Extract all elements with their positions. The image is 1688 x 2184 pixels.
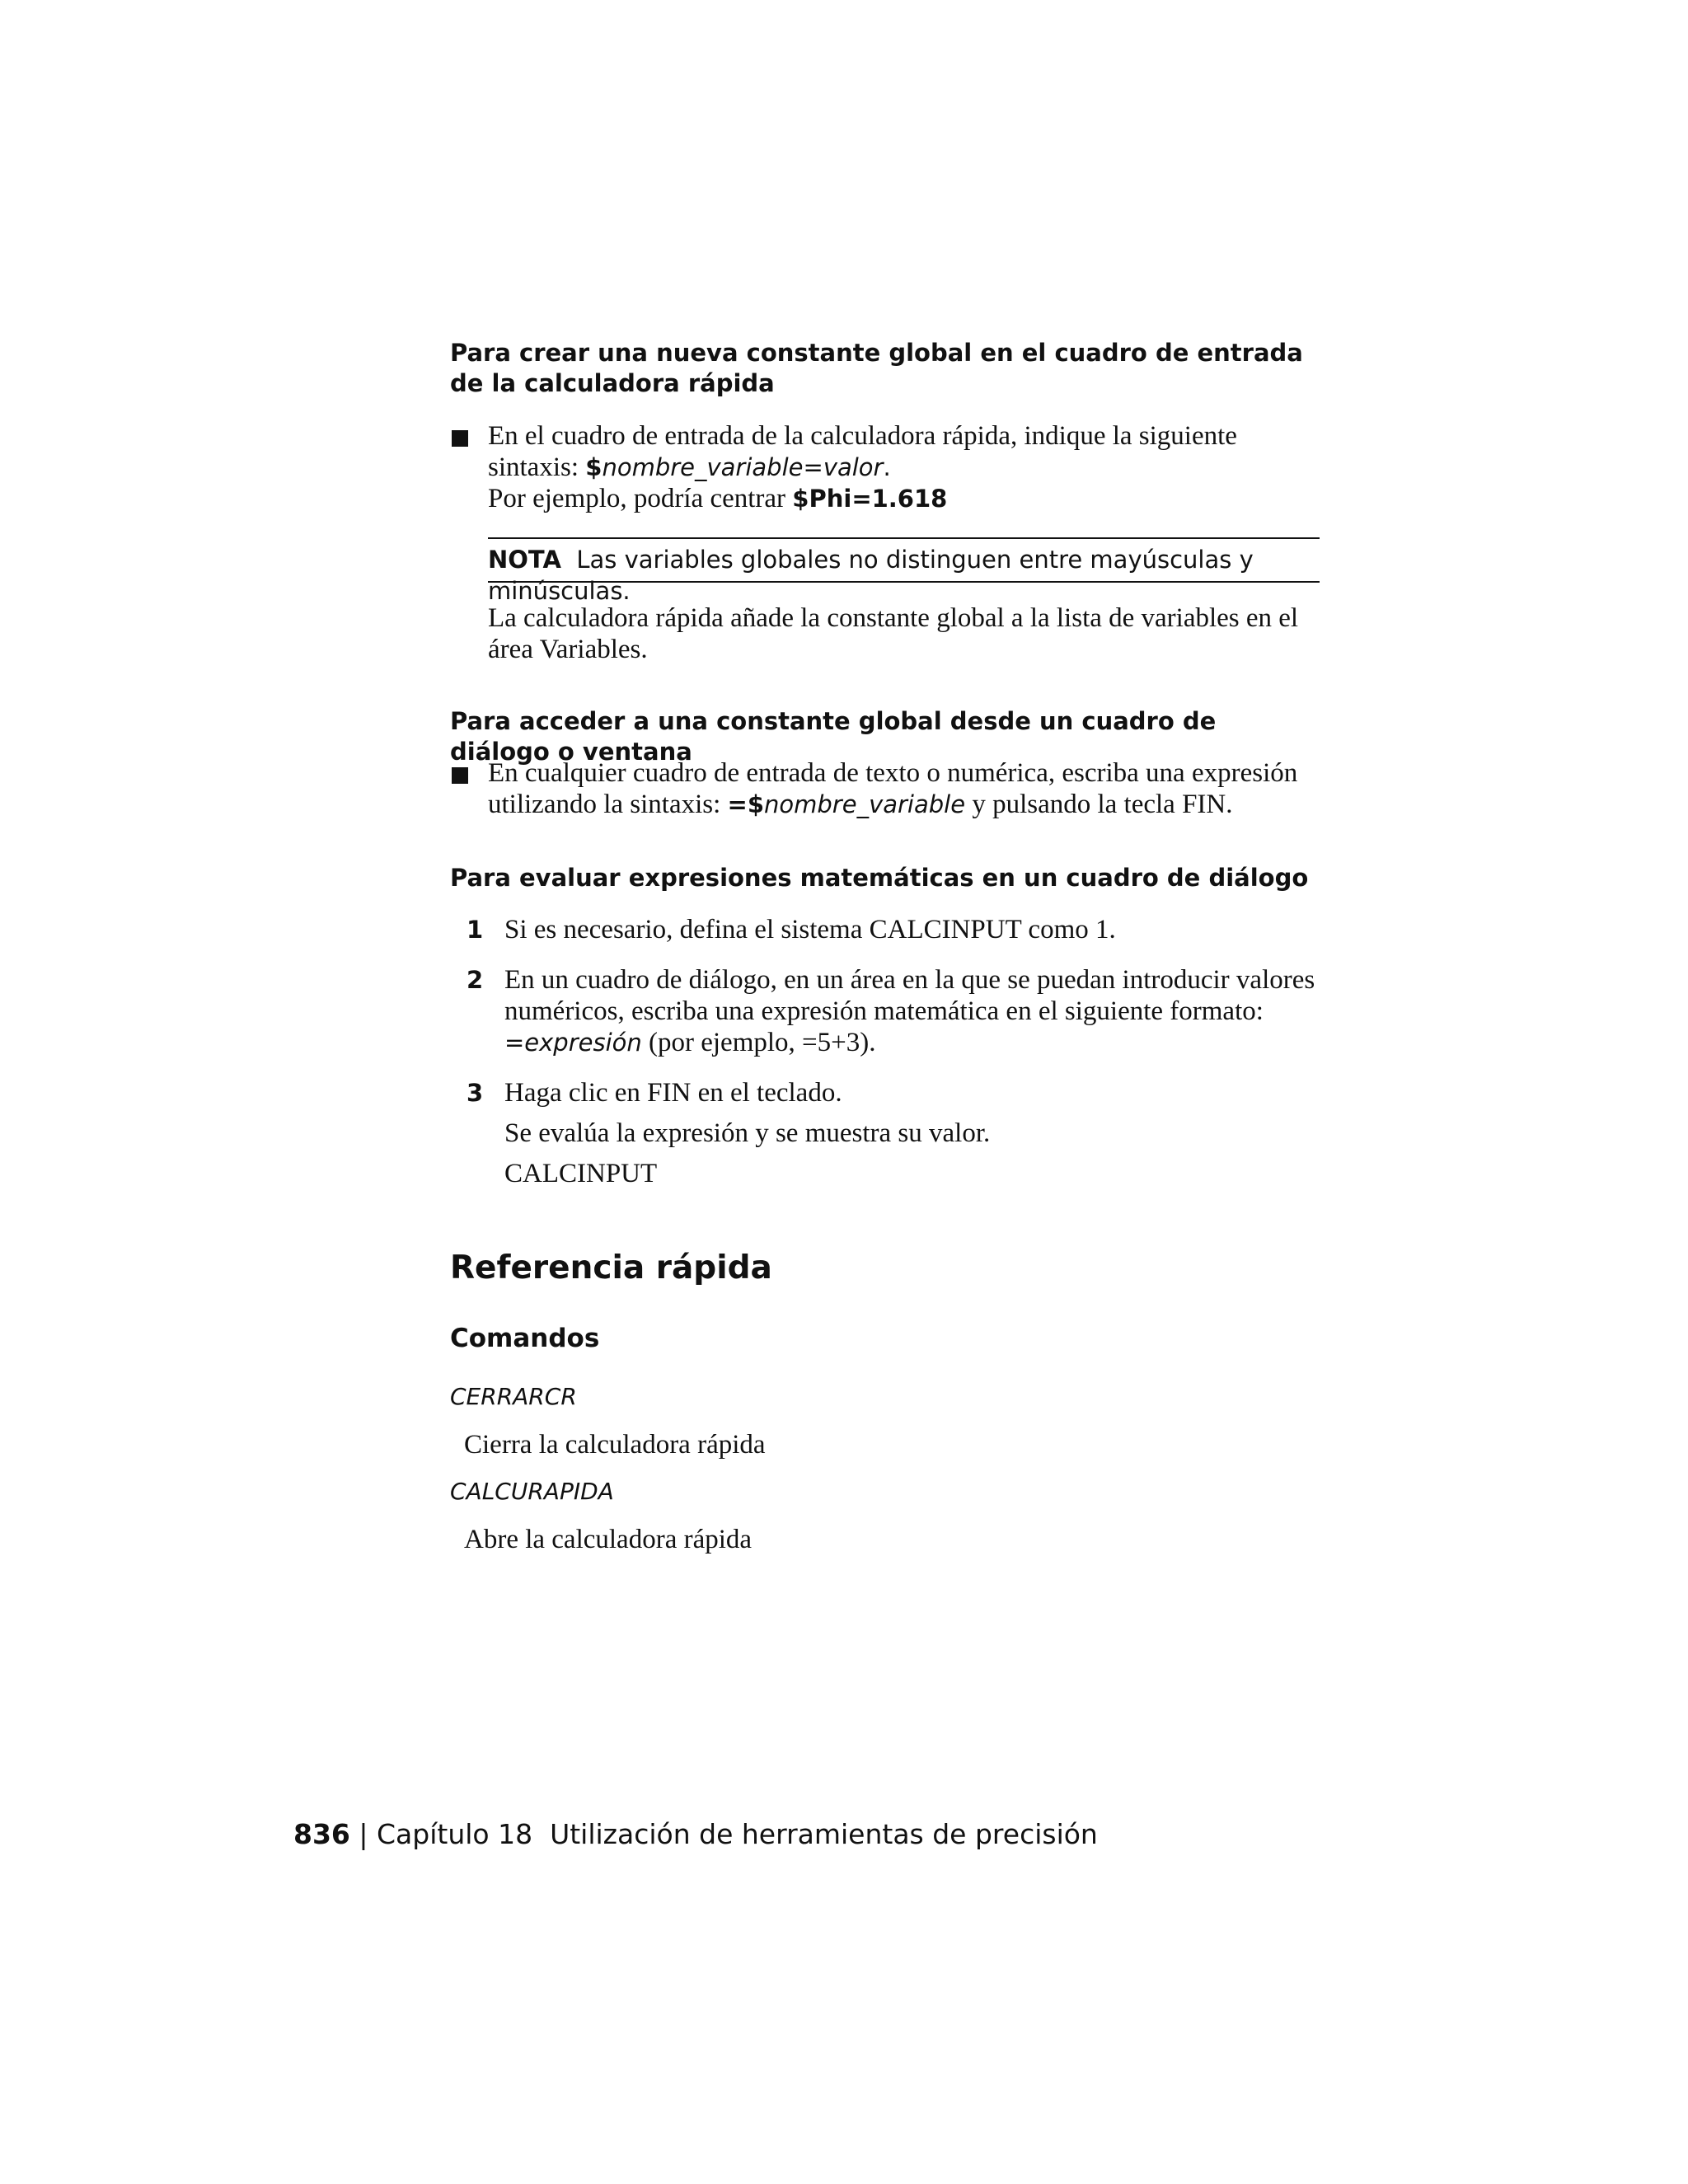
page-number: 836 <box>293 1818 350 1850</box>
command-name: CALCURAPIDA <box>450 1478 614 1505</box>
step-text <box>504 964 1329 1058</box>
result-paragraph: La calculadora rápida añade la constante global a la lista de variables en el área Variables. <box>488 603 1299 664</box>
bullet-item-access-constant <box>488 757 1329 820</box>
example-text: (por ejemplo, =5+3). <box>641 1028 876 1057</box>
step-text-line: En un cuadro de diálogo, en un área en la que se puedan introducir valores <box>504 965 1315 995</box>
note-top-rule <box>488 537 1320 539</box>
step-number: 3 <box>467 1079 484 1107</box>
expression-format: =expresión <box>504 1029 642 1057</box>
bullet-marker <box>452 767 468 784</box>
quick-reference-title: Referencia rápida <box>450 1249 772 1286</box>
command-description: Abre la calculadora rápida <box>464 1525 753 1554</box>
syntax-label: utilizando la sintaxis: <box>488 790 728 819</box>
step-number: 2 <box>467 966 484 994</box>
syntax-value: valor <box>823 453 884 481</box>
syntax-prefix: =$ <box>727 790 765 818</box>
step-text-line <box>504 1027 1329 1058</box>
step-text: Si es necesario, defina el sistema CALCINPUT como 1. <box>504 915 1116 944</box>
chapter-label: Capítulo 18 <box>377 1818 533 1850</box>
syntax-variable: nombre_variable <box>602 453 804 481</box>
syntax-suffix: y pulsando la tecla FIN. <box>965 790 1233 819</box>
example-line <box>488 483 1329 514</box>
step-text: Haga clic en FIN en el teclado. <box>504 1078 842 1108</box>
step-number: 1 <box>467 916 484 944</box>
procedure-heading-create-constant: Para crear una nueva constante global en el cuadro de entrada de la calculadora rápida <box>450 339 1303 397</box>
syntax-dollar: $ <box>585 453 603 481</box>
syntax-label: sintaxis: <box>488 452 586 482</box>
page-footer <box>293 1817 1098 1852</box>
chapter-title: Utilización de herramientas de precisión <box>550 1818 1098 1850</box>
note-text: Las variables globales no distinguen entre mayúsculas y minúsculas. <box>488 546 1254 605</box>
note-bottom-rule <box>488 581 1320 583</box>
bullet-marker <box>452 430 468 447</box>
commands-heading: Comandos <box>450 1324 600 1353</box>
bullet-text-line: En cualquier cuadro de entrada de texto o numérica, escriba una expresión <box>488 758 1298 788</box>
step-text-line: numéricos, escriba una expresión matemática en el siguiente formato: <box>504 996 1264 1026</box>
step-reference: CALCINPUT <box>504 1159 658 1188</box>
syntax-variable: nombre_variable <box>764 790 966 818</box>
bullet-text-line: En el cuadro de entrada de la calculadora rápida, indique la siguiente <box>488 421 1237 451</box>
syntax-line <box>488 452 1329 483</box>
procedure-heading-access-constant: Para acceder a una constante global desde un cuadro de diálogo o ventana <box>450 707 1217 766</box>
example-code: $Phi=1.618 <box>792 485 948 513</box>
syntax-line <box>488 789 1329 820</box>
syntax-period: . <box>883 453 891 481</box>
command-description: Cierra la calculadora rápida <box>464 1430 766 1460</box>
note-label: NOTA <box>488 546 561 574</box>
syntax-equals: = <box>803 453 823 481</box>
bullet-item-create-constant <box>488 420 1329 514</box>
command-name: CERRARCR <box>450 1383 577 1410</box>
footer-separator: | <box>359 1818 368 1850</box>
note-box <box>488 544 1320 607</box>
step-result: Se evalúa la expresión y se muestra su valor. <box>504 1118 991 1148</box>
procedure-heading-evaluate-expressions: Para evaluar expresiones matemáticas en un cuadro de diálogo <box>450 864 1309 892</box>
example-text: Por ejemplo, podría centrar <box>488 484 793 513</box>
